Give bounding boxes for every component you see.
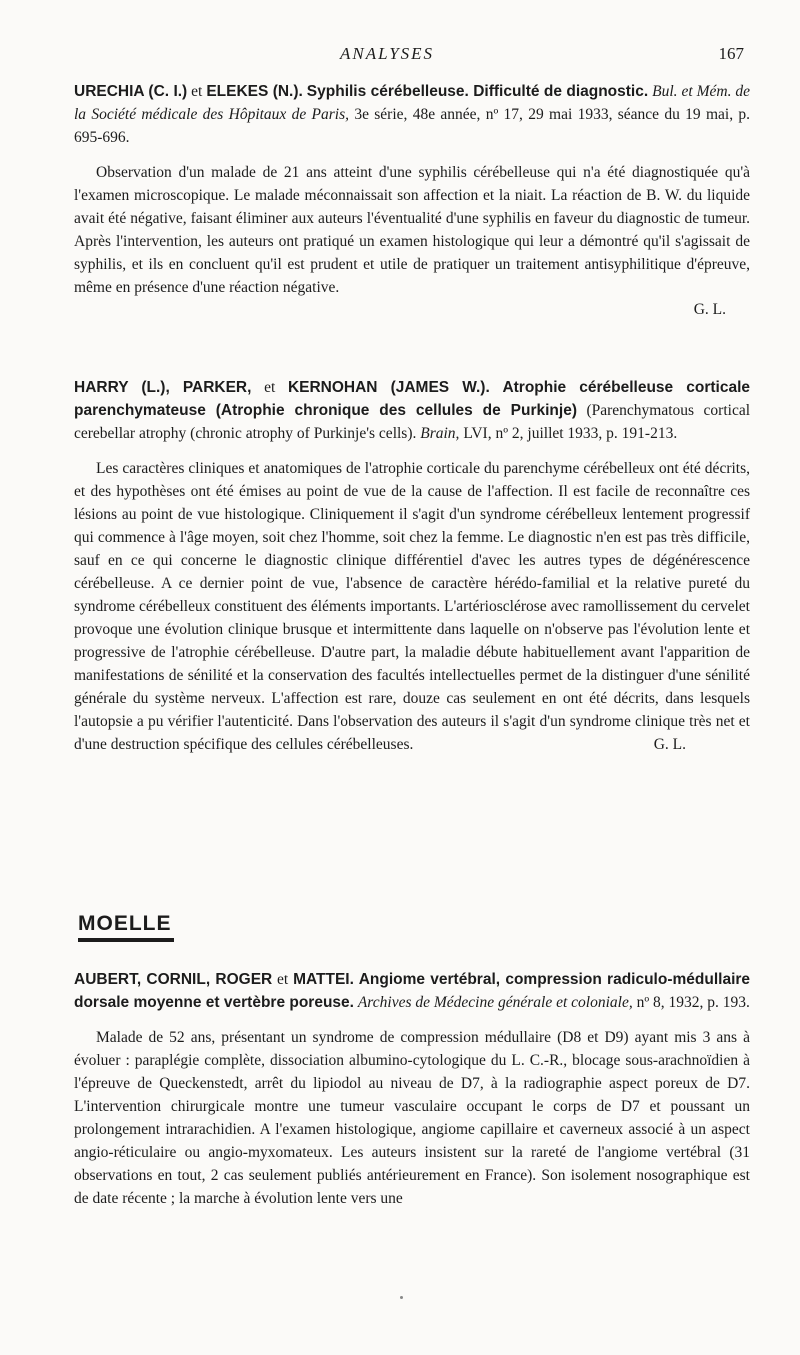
abstract-entry-aubert [74,968,750,1210]
article-title: Atrophie cérébelleuse corticale parenchymateuse (Atrophie chronique des cellules de Purkinje) [74,379,750,419]
reference [74,968,750,1014]
authors: URECHIA (C. I.) [74,83,188,100]
abstract-body [74,457,750,756]
conjunction: et [187,83,207,100]
abstract-entry-urechia [74,80,750,319]
running-head [0,44,800,68]
reference [74,80,750,149]
citation-details: 3e série, 48e année, nº 17, 29 mai 1933, séance du 19 mai, p. 695-696. [74,106,751,146]
journal-source: Brain, [420,425,460,442]
article-title: Syphilis cérébelleuse. Difficulté de diagnostic. [306,83,649,100]
authors: AUBERT, CORNIL, ROGER [74,971,273,988]
authors: KERNOHAN (JAMES W.). [287,379,490,396]
paper-speck [400,1296,403,1299]
abstract-text: Les caractères cliniques et anatomiques de l'atrophie corticale du parenchyme cérébelleux ont été décrits, et des hypothèses ont été émises au point de vue de la cause de l'affection. Il est facile de reconnaître ces lésions au point de vue histologique. Cliniquement il s'agit d'un syndrome cérébelleux lentement progressif qui commence à l'âge moyen, soit chez l'homme, soit chez la femme. Le diagnostic n'en est pas très difficile, sauf en ce qui concerne le diagnostic clinique différentiel d'avec les autres types de dégénérescence cérébelleuse. A ce dernier point de vue, l'absence de caractère hérédo-familial et la relative pureté du syndrome cérébelleux constituent des éléments importants. L'artériosclérose avec ramollissement du cervelet provoque une évolution clinique brusque et intermittente dans laquelle on n'observe pas l'évolution lente et progressive de l'atrophie cérébelleuse. D'autre part, la maladie débute habituellement avant l'apparition de manifestations de sénilité et la conservation des facultés intellectuelles permet de la distinguer d'une sénilité générale du système nerveux. L'affection est rare, douze cas seulement en ont été décrits, dans lesquels l'autopsie a pu vérifier l'autenticité. Dans l'observation des auteurs il s'agit d'un syndrome clinique très net et d'une destruction spécifique des cellules cérébelleuses. [74,460,750,753]
article-subtitle: (Parenchymatous cortical cerebellar atrophy (chronic atrophy of Purkinje's cells). [74,402,751,442]
abstract-body: Malade de 52 ans, présentant un syndrome de compression médullaire (D8 et D9) ayant mis 3 ans à évoluer : paraplégie complète, dissociation albumino-cytologique du L. C.-R., blocage sous-arachnoïdien à l'épreuve de Queckenstedt, arrêt du lipiodol au niveau de D7, à la radiographie aspect poreux de D7. L'intervention chirurgicale montre une tumeur vasculaire occupant le corps de D7 et poussant un prolongement intrarachidien. A l'examen histologique, angiome capillaire et caverneux associé à un aspect angio-réticulaire ou angio-myxomateux. Les auteurs insistent sur la rareté de l'angiome vertébral (31 observations en tout, 2 cas seulement publiés antérieurement en France). Son isolement nosographique est de date récente ; la marche à évolution lente vers une [74,1029,750,1207]
section-heading: MOELLE [78,912,172,935]
abstract-body: Observation d'un malade de 21 ans atteint d'une syphilis cérébelleuse qui n'a été diagnostiquée qu'à l'examen microscopique. Le malade méconnaissait son affection et la niait. La réaction de B. W. du liquide avait été négative, faisant éliminer aux auteurs l'éventualité d'une syphilis en faveur du diagnostic de tumeur. Après l'intervention, les auteurs ont pratiqué un examen histologique qui leur a démontré qu'il s'agissait de syphilis, et ils en concluent qu'il est prudent et utile de pratiquer un traitement antisyphilitique d'épreuve, même en présence d'une réaction négative. [74,164,750,296]
authors: HARRY (L.), PARKER, [74,379,252,396]
running-head-title: ANALYSES [340,44,435,63]
section-rule [78,938,174,942]
signature: G. L. [653,736,686,753]
abstract-entry-harry [74,376,750,756]
signature: G. L. [693,301,726,318]
page-number: 167 [718,44,744,63]
reference [74,376,750,445]
journal-source: Bul. et Mém. de la Société médicale des Hôpitaux de Paris, [74,83,751,123]
conjunction: et [251,379,288,396]
article-title: Angiome vertébral, compression radiculo-médullaire dorsale moyenne et vertèbre poreuse. [74,971,751,1011]
authors: ELEKES (N.). [206,83,303,100]
journal-source: Archives de Médecine générale et coloniale, [357,994,633,1011]
citation-details: nº 8, 1932, p. 193. [636,994,750,1011]
conjunction: et [272,971,294,988]
citation-details: LVI, nº 2, juillet 1933, p. 191-213. [463,425,678,442]
authors: MATTEI. [293,971,354,988]
